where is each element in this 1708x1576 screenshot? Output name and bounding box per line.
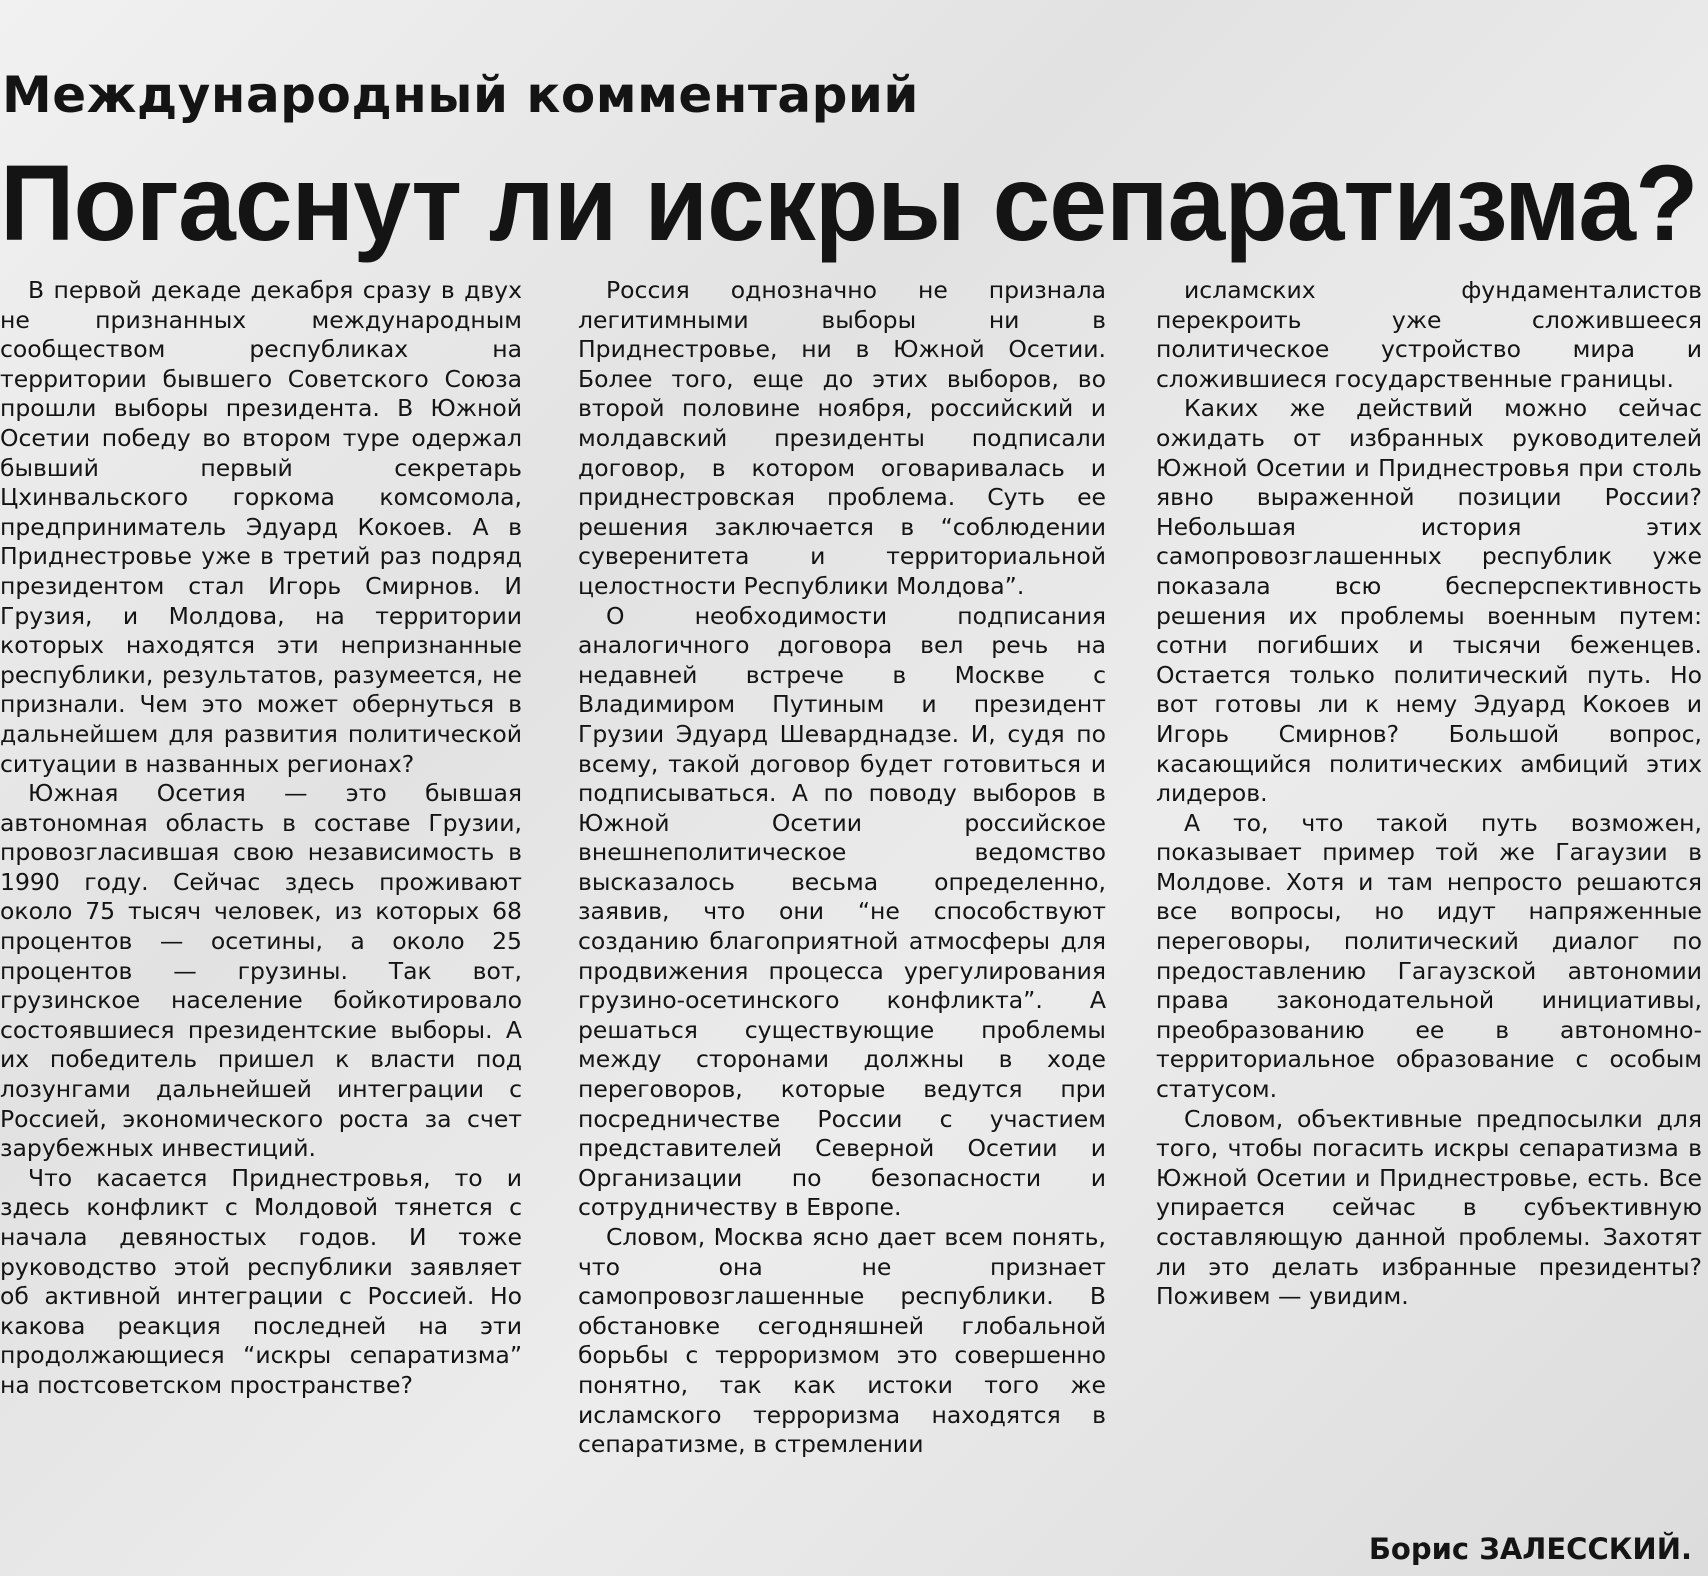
paragraph: В первой декаде декабря сразу в двух не признанных международным сообществом республиках на территории бывшего Советского Союза прошли выборы президента. В Южной Осетии победу во втором туре одержал бывший первый секретарь Цхинвальского горкома комсомола, предприниматель Эдуард Кокоев. А в Приднестровье уже в третий раз подряд президентом стал Игорь Смирнов. И Грузия, и Молдова, на территории которых находятся эти непризнанные республики, результатов, разумеется, не признали. Чем это может обернуться в дальнейшем для развития политической ситуации в названных регионах? bbox=[0, 276, 522, 778]
paragraph: Словом, Москва ясно дает всем понять, что она не признает самопровозглашенные республики. В обстановке сегодняшней глобальной борьбы с терроризмом это совершенно понятно, так как истоки того же исламского терроризма находятся в сепаратизме, в стремлении bbox=[578, 1223, 1106, 1459]
paragraph: исламских фундаменталистов перекроить уже сложившееся политическое устройство мира и сложившиеся государственные границы. bbox=[1156, 276, 1702, 393]
rubric-heading: Международный комментарий bbox=[2, 66, 919, 124]
paragraph: Каких же действий можно сейчас ожидать от избранных руководителей Южной Осетии и Приднестровья при столь явно выраженной позиции России? Небольшая история этих самопровозглашенных республик уже показала всю бесперспективность решения их проблемы военным путем: сотни погибших и тысячи беженцев. Остается только политический путь. Но вот готовы ли к нему Эдуард Кокоев и Игорь Смирнов? Большой вопрос, касающийся политических амбиций этих лидеров. bbox=[1156, 394, 1702, 808]
text-column-3 bbox=[1156, 276, 1702, 1566]
author-signature: Борис ЗАЛЕССКИЙ. bbox=[1368, 1532, 1692, 1566]
paragraph: Россия однозначно не признала легитимными выборы ни в Приднестровье, ни в Южной Осетии. Более того, еще до этих выборов, во второй половине ноября, российский и молдавский президенты подписали договор, в котором оговаривалась и приднестровская проблема. Суть ее решения заключается в “соблюдении суверенитета и территориальной целостности Республики Молдова”. bbox=[578, 276, 1106, 600]
text-column-1 bbox=[0, 276, 522, 1566]
paragraph: Словом, объективные предпосылки для того, чтобы погасить искры сепаратизма в Южной Осетии и Приднестровье, есть. Все упирается сейчас в субъективную составляющую данной проблемы. Захотят ли это делать избранные президенты? Поживем — увидим. bbox=[1156, 1104, 1702, 1311]
text-column-2 bbox=[578, 276, 1106, 1566]
paragraph: О необходимости подписания аналогичного договора вел речь на недавней встрече в Москве с Владимиром Путиным и президент Грузии Эдуард Шеварднадзе. И, судя по всему, такой договор будет готовиться и подписываться. А по поводу выборов в Южной Осетии российское внешнеполитическое ведомство высказалось весьма определенно, заявив, что они “не способствуют созданию благоприятной атмосферы для продвижения процесса урегулирования грузино-осетинского конфликта”. А решаться существующие проблемы между сторонами должны в ходе переговоров, которые ведутся при посредничестве России с участием представителей Северной Осетии и Организации по безопасности и сотрудничеству в Европе. bbox=[578, 601, 1106, 1222]
paragraph: Южная Осетия — это бывшая автономная область в составе Грузии, провозгласившая свою независимость в 1990 году. Сейчас здесь проживают около 75 тысяч человек, из которых 68 процентов — осетины, а около 25 процентов — грузины. Так вот, грузинское население бойкотировало состоявшиеся президентские выборы. А их победитель пришел к власти под лозунгами дальнейшей интеграции с Россией, экономического роста за счет зарубежных инвестиций. bbox=[0, 779, 522, 1163]
paragraph: Что касается Приднестровья, то и здесь конфликт с Молдовой тянется с начала девяностых годов. И тоже руководство этой республики заявляет об активной интеграции с Россией. Но какова реакция последней на эти продолжающиеся “искры сепаратизма” на постсоветском пространстве? bbox=[0, 1163, 522, 1399]
article-headline: Погаснут ли искры сепаратизма? bbox=[0, 142, 1698, 263]
paragraph: А то, что такой путь возможен, показывает пример той же Гагаузии в Молдове. Хотя и там непросто решаются все вопросы, но идут напряженные переговоры, политический диалог по предоставлению Гагаузской автономии права законодательной инициативы, преобразованию ее в автономно-территориальное образование с особым статусом. bbox=[1156, 808, 1702, 1104]
